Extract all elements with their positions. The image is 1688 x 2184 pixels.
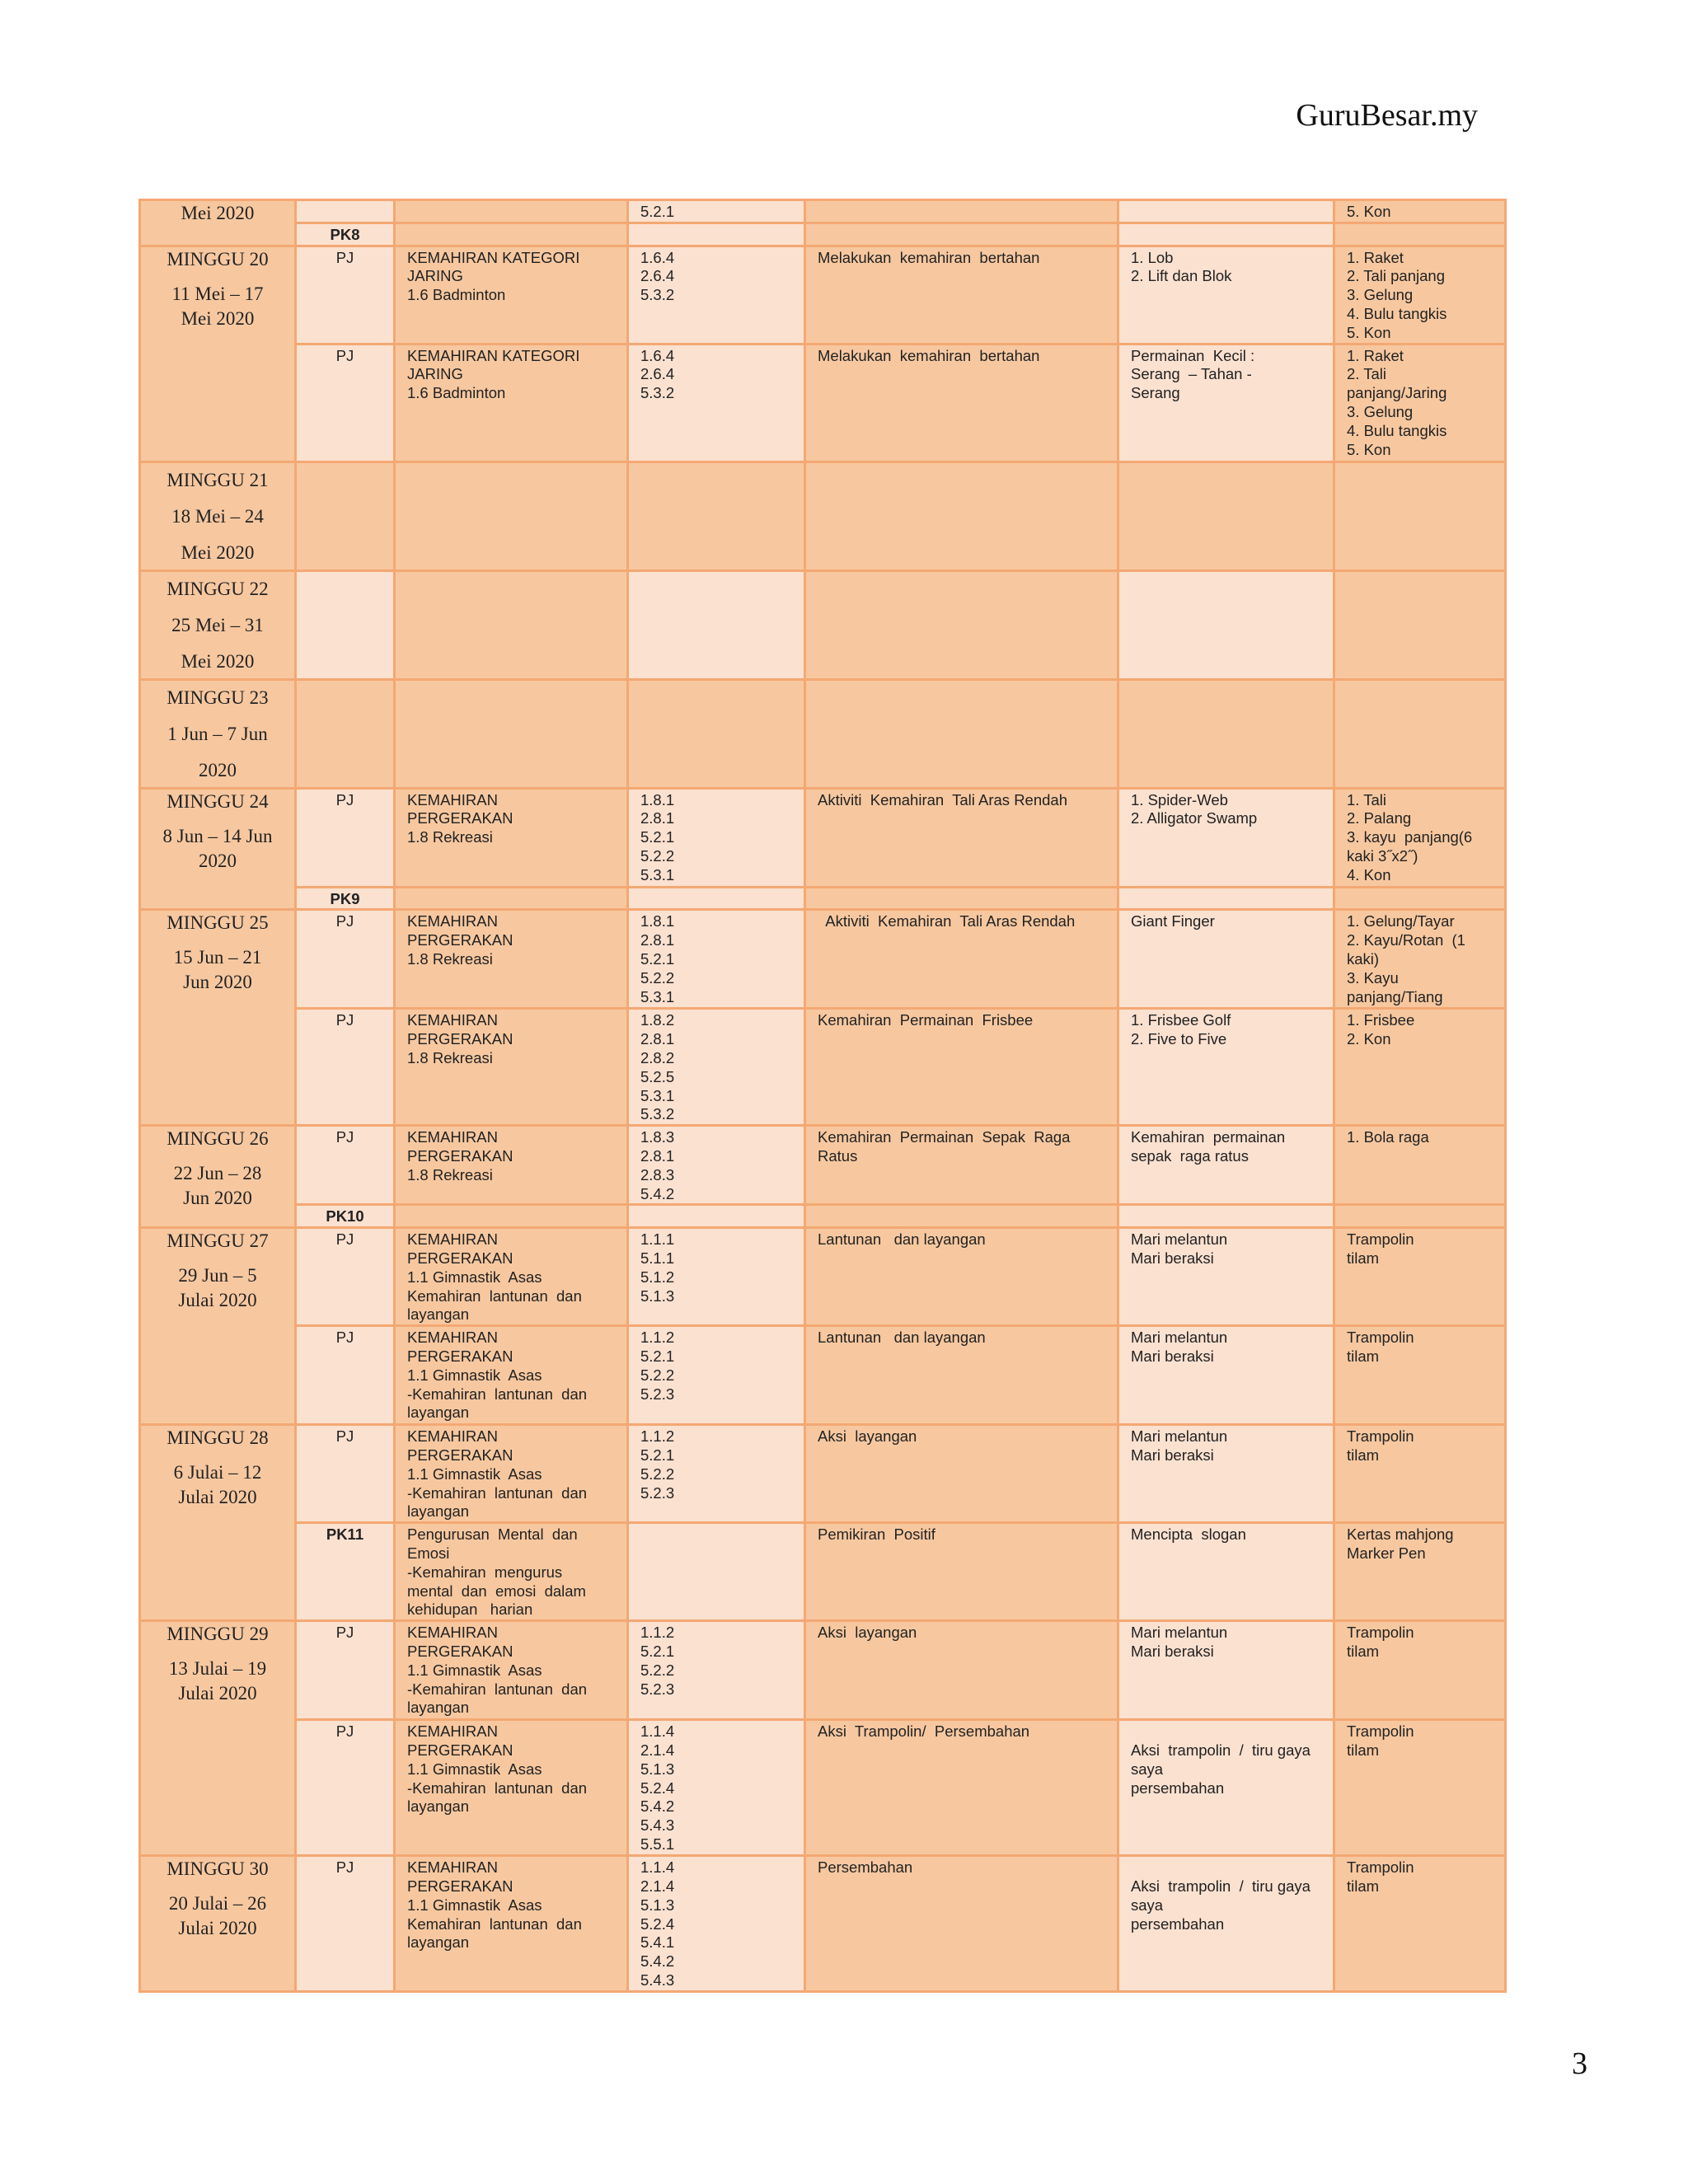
week-cell: MINGGU 26 22 Jun – 28 Jun 2020	[140, 1126, 296, 1228]
game-cell: Aksi trampolin / tiru gaya saya persembahan	[1118, 1856, 1334, 1992]
site-header: GuruBesar.my	[1296, 98, 1478, 133]
pk-label: PK9	[296, 887, 395, 910]
table-row	[140, 200, 1506, 223]
activity-cell: Kemahiran Permainan Sepak Raga Ratus	[805, 1126, 1118, 1205]
topic-cell: KEMAHIRAN PERGERAKAN 1.1 Gimnastik Asas -Kemahiran lantunan dan layangan	[395, 1326, 628, 1425]
code-cell: 5.2.1	[628, 200, 805, 223]
code-cell: 1.1.4 2.1.4 5.1.3 5.2.4 5.4.1 5.4.2 5.4.3	[628, 1856, 805, 1992]
material-cell: Trampolin tilam	[1334, 1720, 1506, 1856]
tag-cell: PJ	[296, 788, 395, 887]
activity-cell: Aktiviti Kemahiran Tali Aras Rendah	[805, 910, 1118, 1009]
activity-cell: Kemahiran Permainan Frisbee	[805, 1009, 1118, 1126]
table-row	[140, 1009, 1506, 1126]
code-cell: 1.8.1 2.8.1 5.2.1 5.2.2 5.3.1	[628, 788, 805, 887]
code-cell	[628, 1523, 805, 1621]
week-cell: Mei 2020	[140, 200, 296, 246]
game-cell: Permainan Kecil : Serang – Tahan - Serang	[1118, 344, 1334, 462]
activity-cell: Aksi Trampolin/ Persembahan	[805, 1720, 1118, 1856]
week-cell: MINGGU 25 15 Jun – 21 Jun 2020	[140, 910, 296, 1126]
activity-cell: Lantunan dan layangan	[805, 1326, 1118, 1425]
material-cell: 1. Tali 2. Palang 3. kayu panjang(6 kaki 3˝x2˝) 4. Kon	[1334, 788, 1506, 887]
topic-cell: KEMAHIRAN PERGERAKAN 1.1 Gimnastik Asas Kemahiran lantunan dan layangan	[395, 1856, 628, 1992]
code-cell: 1.8.2 2.8.1 2.8.2 5.2.5 5.3.1 5.3.2	[628, 1009, 805, 1126]
code-cell: 1.1.2 5.2.1 5.2.2 5.2.3	[628, 1425, 805, 1523]
table-row	[140, 1523, 1506, 1621]
tag-cell: PJ	[296, 344, 395, 462]
material-cell: 1. Bola raga	[1334, 1126, 1506, 1205]
table-row	[140, 223, 1506, 246]
topic-cell: KEMAHIRAN PERGERAKAN 1.8 Rekreasi	[395, 788, 628, 887]
game-cell: Mari melantun Mari beraksi	[1118, 1425, 1334, 1523]
tag-cell: PJ	[296, 1720, 395, 1856]
tag-cell: PJ	[296, 1126, 395, 1205]
table-row	[140, 788, 1506, 887]
table-row	[140, 570, 1506, 679]
table-row	[140, 246, 1506, 344]
activity-cell: Melakukan kemahiran bertahan	[805, 246, 1118, 344]
game-cell: Mari melantun Mari beraksi	[1118, 1621, 1334, 1720]
week-cell: MINGGU 24 8 Jun – 14 Jun 2020	[140, 788, 296, 910]
week-cell: MINGGU 20 11 Mei – 17 Mei 2020	[140, 246, 296, 462]
table-row	[140, 887, 1506, 910]
code-cell: 1.6.4 2.6.4 5.3.2	[628, 344, 805, 462]
tag-cell	[296, 200, 395, 223]
tag-cell: PJ	[296, 1425, 395, 1523]
tag-cell: PJ	[296, 1326, 395, 1425]
material-cell: 5. Kon	[1334, 200, 1506, 223]
topic-cell: KEMAHIRAN PERGERAKAN 1.1 Gimnastik Asas -Kemahiran lantunan dan layangan	[395, 1621, 628, 1720]
week-cell: MINGGU 22 25 Mei – 31 Mei 2020	[140, 570, 296, 679]
activity-cell: Melakukan kemahiran bertahan	[805, 344, 1118, 462]
activity-cell	[805, 200, 1118, 223]
material-cell: Trampolin tilam	[1334, 1856, 1506, 1992]
game-cell: Kemahiran permainan sepak raga ratus	[1118, 1126, 1334, 1205]
table-row	[140, 1856, 1506, 1992]
game-cell: 1. Lob 2. Lift dan Blok	[1118, 246, 1334, 344]
activity-cell: Persembahan	[805, 1856, 1118, 1992]
tag-cell: PJ	[296, 246, 395, 344]
code-cell: 1.1.2 5.2.1 5.2.2 5.2.3	[628, 1621, 805, 1720]
game-cell: Aksi trampolin / tiru gaya saya persembahan	[1118, 1720, 1334, 1856]
material-cell: Trampolin tilam	[1334, 1228, 1506, 1326]
topic-cell: KEMAHIRAN PERGERAKAN 1.8 Rekreasi	[395, 1009, 628, 1126]
table-row	[140, 1326, 1506, 1425]
tag-cell: PJ	[296, 1009, 395, 1126]
material-cell: 1. Raket 2. Tali panjang 3. Gelung 4. Bulu tangkis 5. Kon	[1334, 246, 1506, 344]
tag-cell: PJ	[296, 1856, 395, 1992]
game-cell: Mari melantun Mari beraksi	[1118, 1228, 1334, 1326]
material-cell: Trampolin tilam	[1334, 1621, 1506, 1720]
week-cell: MINGGU 30 20 Julai – 26 Julai 2020	[140, 1856, 296, 1992]
topic-cell: Pengurusan Mental dan Emosi -Kemahiran mengurus mental dan emosi dalam kehidupan harian	[395, 1523, 628, 1621]
table-row	[140, 1205, 1506, 1228]
topic-cell: KEMAHIRAN KATEGORI JARING 1.6 Badminton	[395, 246, 628, 344]
code-cell: 1.8.3 2.8.1 2.8.3 5.4.2	[628, 1126, 805, 1205]
week-cell: MINGGU 29 13 Julai – 19 Julai 2020	[140, 1621, 296, 1856]
code-cell: 1.1.1 5.1.1 5.1.2 5.1.3	[628, 1228, 805, 1326]
week-cell: MINGGU 28 6 Julai – 12 Julai 2020	[140, 1425, 296, 1621]
game-cell: 1. Spider-Web 2. Alligator Swamp	[1118, 788, 1334, 887]
table-row	[140, 1720, 1506, 1856]
material-cell: 1. Frisbee 2. Kon	[1334, 1009, 1506, 1126]
tag-cell: PJ	[296, 910, 395, 1009]
topic-cell: KEMAHIRAN PERGERAKAN 1.1 Gimnastik Asas Kemahiran lantunan dan layangan	[395, 1228, 628, 1326]
tag-cell: PJ	[296, 1228, 395, 1326]
week-cell: MINGGU 27 29 Jun – 5 Julai 2020	[140, 1228, 296, 1425]
lesson-plan-table	[138, 199, 1507, 1993]
page-number: 3	[1572, 2046, 1587, 2081]
code-cell: 1.6.4 2.6.4 5.3.2	[628, 246, 805, 344]
topic-cell: KEMAHIRAN PERGERAKAN 1.8 Rekreasi	[395, 910, 628, 1009]
table-row	[140, 344, 1506, 462]
week-cell: MINGGU 21 18 Mei – 24 Mei 2020	[140, 462, 296, 570]
game-cell: Giant Finger	[1118, 910, 1334, 1009]
activity-cell: Lantunan dan layangan	[805, 1228, 1118, 1326]
game-cell: Mari melantun Mari beraksi	[1118, 1326, 1334, 1425]
material-cell: 1. Gelung/Tayar 2. Kayu/Rotan (1 kaki) 3. Kayu panjang/Tiang	[1334, 910, 1506, 1009]
activity-cell: Pemikiran Positif	[805, 1523, 1118, 1621]
material-cell: Trampolin tilam	[1334, 1326, 1506, 1425]
activity-cell: Aksi layangan	[805, 1425, 1118, 1523]
code-cell: 1.1.2 5.2.1 5.2.2 5.2.3	[628, 1326, 805, 1425]
material-cell: 1. Raket 2. Tali panjang/Jaring 3. Gelung 4. Bulu tangkis 5. Kon	[1334, 344, 1506, 462]
table-row	[140, 462, 1506, 570]
table-row	[140, 1425, 1506, 1523]
table-row	[140, 679, 1506, 788]
topic-cell	[395, 200, 628, 223]
week-cell: MINGGU 23 1 Jun – 7 Jun 2020	[140, 679, 296, 788]
game-cell	[1118, 200, 1334, 223]
activity-cell: Aktiviti Kemahiran Tali Aras Rendah	[805, 788, 1118, 887]
code-cell: 1.8.1 2.8.1 5.2.1 5.2.2 5.3.1	[628, 910, 805, 1009]
table-row	[140, 1126, 1506, 1205]
topic-cell: KEMAHIRAN PERGERAKAN 1.1 Gimnastik Asas -Kemahiran lantunan dan layangan	[395, 1720, 628, 1856]
material-cell: Kertas mahjong Marker Pen	[1334, 1523, 1506, 1621]
code-cell: 1.1.4 2.1.4 5.1.3 5.2.4 5.4.2 5.4.3 5.5.1	[628, 1720, 805, 1856]
table-row	[140, 1621, 1506, 1720]
topic-cell: KEMAHIRAN KATEGORI JARING 1.6 Badminton	[395, 344, 628, 462]
pk-label: PK8	[296, 223, 395, 246]
game-cell: 1. Frisbee Golf 2. Five to Five	[1118, 1009, 1334, 1126]
topic-cell: KEMAHIRAN PERGERAKAN 1.1 Gimnastik Asas -Kemahiran lantunan dan layangan	[395, 1425, 628, 1523]
tag-cell: PJ	[296, 1621, 395, 1720]
material-cell: Trampolin tilam	[1334, 1425, 1506, 1523]
tag-cell: PK11	[296, 1523, 395, 1621]
activity-cell: Aksi layangan	[805, 1621, 1118, 1720]
pk-label: PK10	[296, 1205, 395, 1228]
topic-cell: KEMAHIRAN PERGERAKAN 1.8 Rekreasi	[395, 1126, 628, 1205]
game-cell: Mencipta slogan	[1118, 1523, 1334, 1621]
table-row	[140, 1228, 1506, 1326]
table-row	[140, 910, 1506, 1009]
